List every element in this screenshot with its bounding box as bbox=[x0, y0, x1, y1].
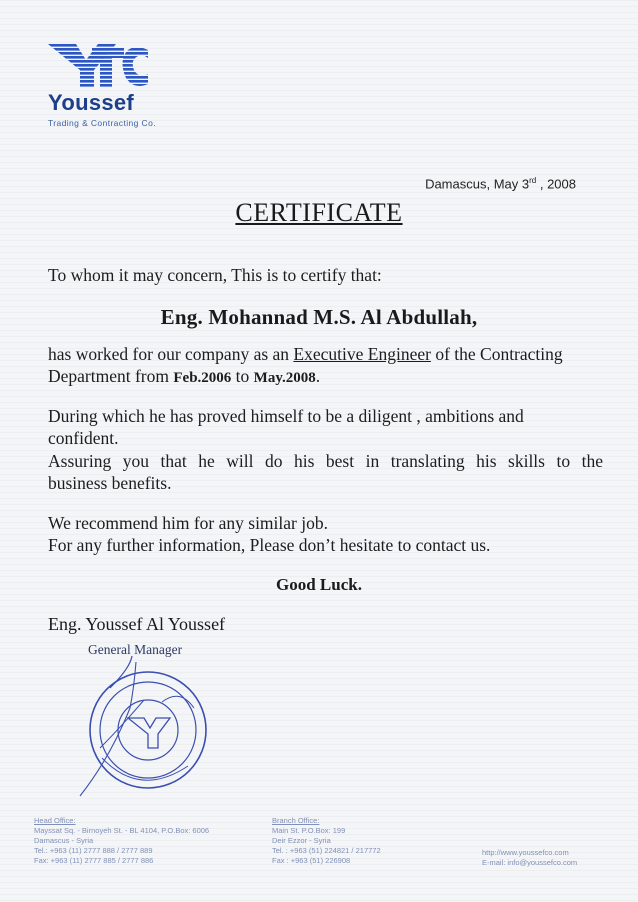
assuring-line-2: business benefits. bbox=[48, 473, 172, 493]
brand-tagline: Trading & Contracting Co. bbox=[48, 118, 156, 128]
document-title: CERTIFICATE bbox=[235, 198, 403, 227]
brand-name: Youssef bbox=[48, 90, 135, 115]
assuring-line-1: Assuring you that he will do his best in translating his skills to the bbox=[48, 451, 603, 471]
branch-office-address: Branch Office: Main St. P.O.Box: 199 Deir Ezzor - Syria Tel. : +963 (51) 224821 / 217772 Fax : +963 (51) 226908 bbox=[272, 816, 381, 865]
web-contact bbox=[482, 848, 577, 868]
document-date: Damascus, May 3rd , 2008 bbox=[425, 176, 576, 192]
signer-title: General Manager bbox=[88, 642, 183, 657]
intro-text: To whom it may concern, This is to certify that: bbox=[48, 265, 382, 285]
date-from: Feb.2006 bbox=[173, 370, 232, 386]
recommend-text: We recommend him for any similar job. bbox=[48, 513, 328, 533]
contact-text: For any further information, Please don’t hesitate to contact us. bbox=[48, 535, 491, 555]
head-office-address: Head Office: Mayssat Sq. - Birnoyeh St. - BL 4104, P.O.Box: 6006 Damascus - Syria Tel.: +963 (11) 2777 888 / 2777 889 Fax: +963 (11) 2777 885 / 2777 886 bbox=[34, 816, 210, 865]
qualities-paragraph: During which he has proved himself to be a diligent , ambitions and confident. bbox=[48, 406, 524, 448]
ytc-logo-icon bbox=[46, 40, 150, 90]
employee-name: Eng. Mohannad M.S. Al Abdullah, bbox=[160, 305, 478, 329]
position-title: Executive Engineer bbox=[293, 344, 431, 364]
date-to: May.2008 bbox=[253, 370, 316, 386]
closing-text: Good Luck. bbox=[276, 575, 362, 594]
signer-name: Eng. Youssef Al Youssef bbox=[48, 614, 226, 634]
email-link: E-mail: info@youssefco.com bbox=[482, 858, 578, 867]
company-stamp-icon bbox=[70, 648, 220, 798]
employment-paragraph: has worked for our company as an Executive Engineer of the Contracting Department from Feb.2006 to May.2008. bbox=[48, 344, 563, 386]
website-link: http://www.youssefco.com bbox=[482, 848, 569, 857]
